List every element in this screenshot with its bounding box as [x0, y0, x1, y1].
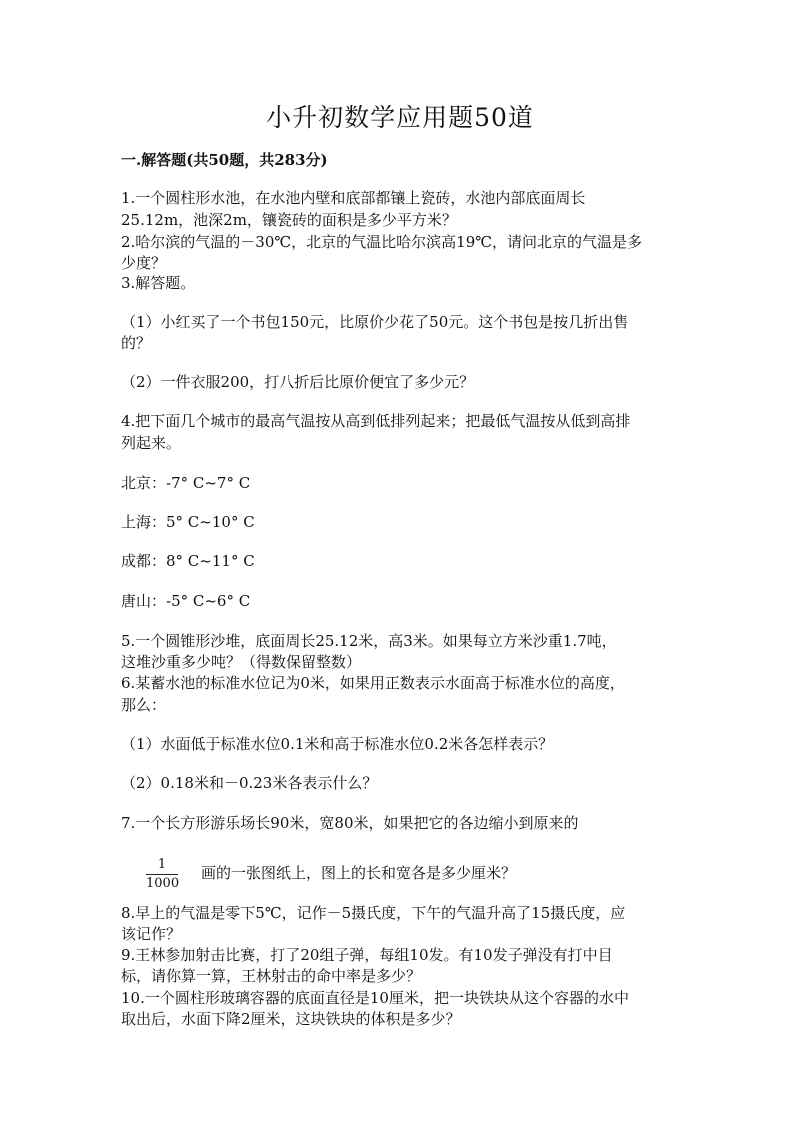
fraction	[146, 858, 178, 891]
text-line: 7.一个长方形游乐场长90米，宽80米，如果把它的各边缩小到原来的	[121, 814, 579, 832]
text-line: 这堆沙重多少吨？（得数保留整数）	[121, 653, 362, 671]
text-line: 9.王林参加射击比赛，打了20组子弹，每组10发。有10发子弹没有打中目	[121, 946, 613, 964]
text-line: 标，请你算一算，王林射击的命中率是多少？	[121, 967, 422, 985]
text-line: 列起来。	[121, 434, 182, 452]
text-line: 成都：8° C~11° C	[121, 552, 255, 570]
text-line: 唐山：-5° C~6° C	[121, 592, 251, 610]
text-line: 6.某蓄水池的标准水位记为0米，如果用正数表示水面高于标准水位的高度，	[121, 674, 625, 692]
fraction-numerator: 1	[146, 858, 178, 875]
text-line: （2）0.18米和－0.23米各表示什么？	[121, 774, 378, 792]
text-line: （1）小红买了一个书包150元，比原价少花了50元。这个书包是按几折出售	[121, 313, 629, 331]
text-line: 少度？	[121, 254, 167, 272]
text-line: 上海：5° C~10° C	[121, 513, 255, 531]
text-line: 那么：	[121, 696, 167, 714]
text-line: 取出后，水面下降2厘米，这块铁块的体积是多少？	[121, 1010, 461, 1028]
text-line: 5.一个圆锥形沙堆，底面周长25.12米，高3米。如果每立方米沙重1.7吨，	[121, 632, 617, 650]
text-line: （2）一件衣服200，打八折后比原价便宜了多少元？	[121, 373, 475, 391]
text-line: 该记作？	[121, 925, 182, 943]
text-line: 北京：-7° C~7° C	[121, 474, 251, 492]
text-line: 25.12m，池深2m，镶瓷砖的面积是多少平方米？	[121, 211, 457, 229]
text-line: 3.解答题。	[121, 274, 196, 292]
page-title: 小升初数学应用题50道	[266, 103, 534, 132]
text-line: （1）水面低于标准水位0.1米和高于标准水位0.2米各怎样表示？	[121, 735, 554, 753]
text-line: 的？	[121, 334, 152, 352]
fraction-denominator: 1000	[146, 876, 180, 891]
text-line: 1.一个圆柱形水池，在水池内壁和底部都镶上瓷砖，水池内部底面周长	[121, 189, 586, 207]
text-line: 8.早上的气温是零下5℃，记作－5摄氏度，下午的气温升高了15摄氏度，应	[121, 904, 626, 922]
section-heading: 一.解答题(共50题，共283分)	[121, 151, 328, 169]
text-line: 画的一张图纸上，图上的长和宽各是多少厘米？	[201, 864, 517, 882]
text-line: 10.一个圆柱形玻璃容器的底面直径是10厘米，把一块铁块从这个容器的水中	[121, 989, 629, 1007]
text-line: 2.哈尔滨的气温的－30℃，北京的气温比哈尔滨高19℃，请问北京的气温是多	[121, 233, 643, 251]
text-line: 4.把下面几个城市的最高气温按从高到低排列起来；把最低气温按从低到高排	[121, 412, 631, 430]
